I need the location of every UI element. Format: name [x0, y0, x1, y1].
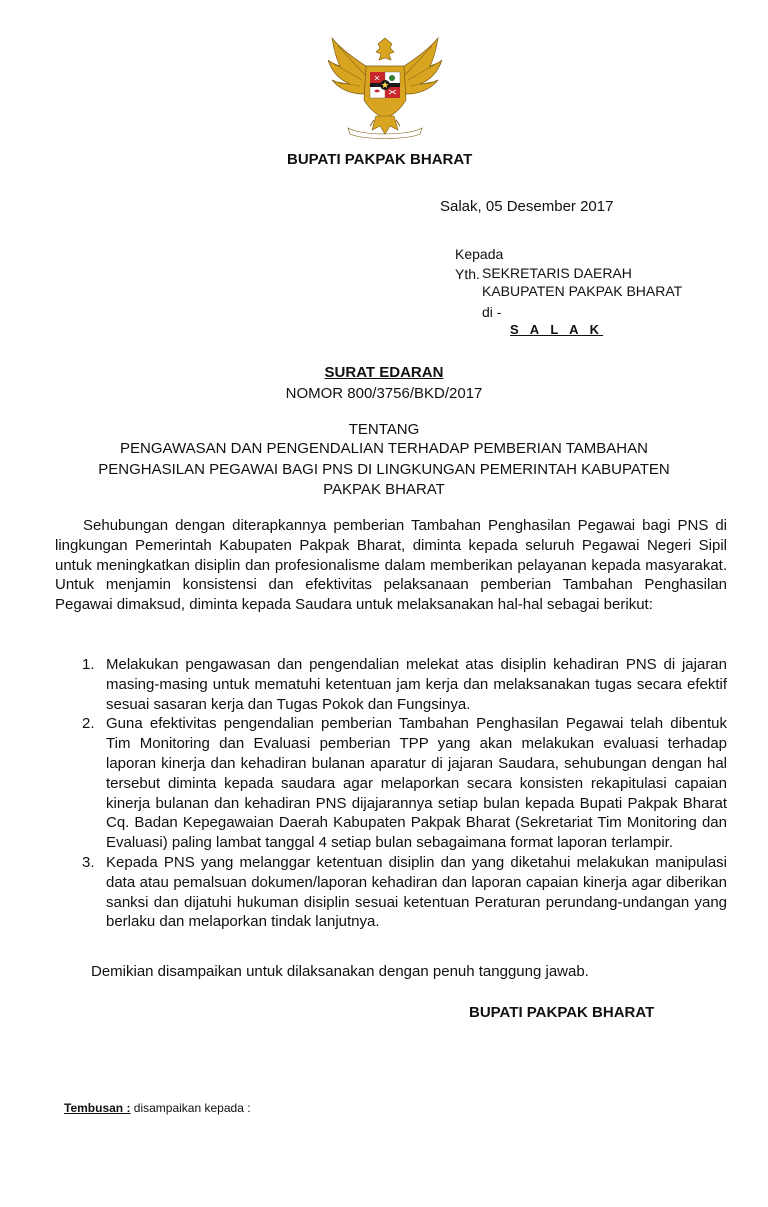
signature-title: BUPATI PAKPAK BHARAT [469, 1004, 655, 1021]
list-item-text: Kepada PNS yang melanggar ketentuan disiplin dan yang diketahui melakukan manipulasi data atau pemalsuan dokumen/laporan kehadiran dan laporan capaian kinerja agar diberikan sanksi dan dijatuhi hukuman disiplin sesuai ketentuan Peraturan perundang-undangan yang berlaku dan melaporkan tindak lanjutnya. [106, 853, 727, 931]
letter-subject-line: PENGAWASAN DAN PENGENDALIAN TERHADAP PEMBERIAN TAMBAHAN [120, 440, 648, 457]
intro-paragraph: Sehubungan dengan diterapkannya pemberian Tambahan Penghasilan Pegawai bagi PNS di lingkungan Pemerintah Kabupaten Pakpak Bharat, diminta kepada seluruh Pegawai Negeri Sipil untuk meningkatkan disiplin dan profesionalisme dalam memberikan pelayanan kepada masyarakat. Untuk menjamin konsistensi dan efektivitas pelaksanaan pemberian Tambahan Penghasilan Pegawai dimaksud, diminta kepada Saudara untuk melaksanakan hal-hal sebagai berikut: [55, 517, 727, 614]
letter-subject-line: PAKPAK BHARAT [323, 481, 445, 498]
list-item-number: 2. [82, 715, 95, 733]
list-item-number: 3. [82, 853, 95, 871]
instruction-list [72, 655, 727, 932]
letter-type: SURAT EDARAN [324, 364, 444, 381]
recipient-line-1: SEKRETARIS DAERAH [482, 265, 632, 281]
list-item [72, 853, 727, 932]
list-item [72, 655, 727, 714]
recipient-yth: Yth. [455, 266, 480, 282]
list-item [72, 714, 727, 853]
list-item-text: Guna efektivitas pengendalian pemberian Tambahan Penghasilan Pegawai telah dibentuk Tim Monitoring dan Evaluasi pemberian TPP yang akan melakukan evaluasi terhadap laporan kinerja dan kehadiran bulanan aparatur di jajaran Saudara, sehubungan dengan hal tersebut diminta kepada saudara agar melaporkan secara konsisten rekapitulasi capaian kinerja bulanan dan kehadiran PNS dijajarannya setiap bulan kepada Bupati Pakpak Bharat Cq. Badan Kepegawaian Daerah Kabupaten Pakpak Bharat (Sekretariat Tim Monitoring dan Evaluasi) paling lambat tanggal 4 setiap bulan sebagaimana format laporan terlampir. [106, 715, 727, 852]
letter-about-label: TENTANG [348, 421, 420, 438]
cc-label: Tembusan : [64, 1101, 131, 1115]
list-item-text: Melakukan pengawasan dan pengendalian melekat atas disiplin kehadiran PNS di jajaran masing-masing untuk mematuhi ketentuan jam kerja dan melaksanakan tugas secara efektif sesuai sasaran kerja dan Tugas Pokok dan Fungsinya. [106, 656, 727, 713]
cc-section [64, 1100, 251, 1116]
closing-paragraph: Demikian disampaikan untuk dilaksanakan dengan penuh tanggung jawab. [91, 963, 589, 980]
header-title: BUPATI PAKPAK BHARAT [287, 151, 473, 168]
garuda-emblem-icon [326, 36, 444, 142]
letter-number: NOMOR 800/3756/BKD/2017 [285, 385, 483, 402]
recipient-city: S A L A K [510, 322, 604, 337]
cc-text: disampaikan kepada : [130, 1101, 251, 1115]
letter-subject-line: PENGHASILAN PEGAWAI BAGI PNS DI LINGKUNGAN PEMERINTAH KABUPATEN [98, 461, 670, 478]
recipient-line-2: KABUPATEN PAKPAK BHARAT [482, 283, 683, 299]
recipient-kepada: Kepada [455, 246, 504, 262]
recipient-di: di - [482, 304, 502, 320]
place-date: Salak, 05 Desember 2017 [440, 198, 614, 215]
list-item-number: 1. [82, 656, 95, 673]
